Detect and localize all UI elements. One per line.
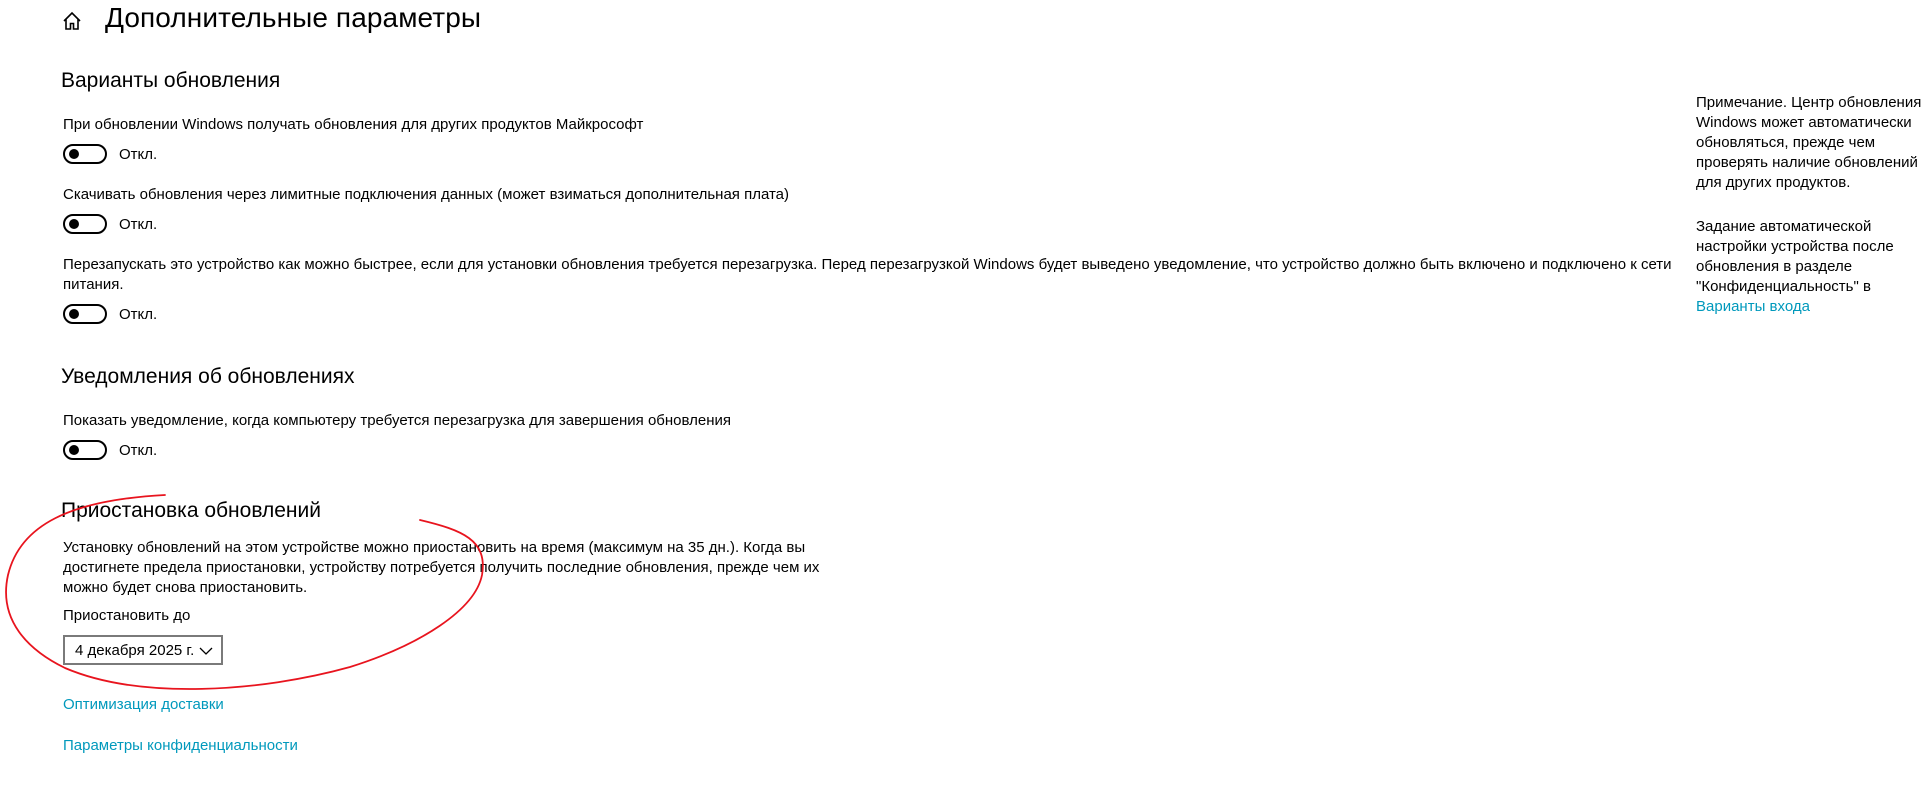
toggle-switch[interactable]: [63, 144, 107, 164]
toggle-metered-connections[interactable]: [63, 214, 157, 234]
toggle-restart-notification[interactable]: [63, 440, 157, 460]
setting-label-restart-notification: Показать уведомление, когда компьютеру требуется перезагрузка для завершения обновления: [63, 412, 732, 429]
section-title-pause-updates: Приостановка обновлений: [61, 499, 321, 522]
toggle-switch[interactable]: [63, 304, 107, 324]
toggle-restart-asap[interactable]: [63, 304, 157, 324]
sidebar-privacy-block: [1696, 217, 1924, 317]
toggle-knob: [69, 219, 79, 229]
toggle-switch[interactable]: [63, 214, 107, 234]
home-icon[interactable]: [60, 9, 84, 33]
toggle-state-label: Откл.: [119, 215, 158, 233]
section-title-update-options: Варианты обновления: [61, 69, 281, 92]
setting-label-other-products: При обновлении Windows получать обновления для других продуктов Майкрософт: [63, 116, 644, 133]
chevron-down-icon: [199, 644, 213, 658]
pause-description: Установку обновлений на этом устройстве можно приостановить на время (максимум на 35 дн.). Когда вы достигнете предела приостановки, устройству потребуется получить последние обновления, прежде чем их можно будет снова приостановить.: [63, 539, 820, 596]
toggle-state-label: Откл.: [119, 441, 158, 459]
delivery-optimization-link[interactable]: Оптимизация доставки: [63, 696, 224, 713]
toggle-switch[interactable]: [63, 440, 107, 460]
sidebar-privacy-text: Задание автоматической настройки устройства после обновления в разделе "Конфиденциальность" в: [1696, 218, 1894, 295]
privacy-settings-link[interactable]: Параметры конфиденциальности: [63, 737, 298, 754]
page-title: Дополнительные параметры: [105, 2, 482, 33]
toggle-knob: [69, 445, 79, 455]
pause-until-label: Приостановить до: [63, 607, 191, 624]
toggle-other-products[interactable]: [63, 144, 157, 164]
toggle-knob: [69, 149, 79, 159]
pause-until-dropdown[interactable]: [63, 635, 223, 665]
sign-in-options-link[interactable]: Варианты входа: [1696, 298, 1810, 315]
section-title-update-notifications: Уведомления об обновлениях: [61, 365, 355, 388]
toggle-knob: [69, 309, 79, 319]
setting-label-metered-connections: Скачивать обновления через лимитные подключения данных (может взиматься дополнительная плата): [63, 186, 790, 203]
sidebar-note: Примечание. Центр обновления Windows может автоматически обновляться, прежде чем проверять наличие обновлений для других продуктов.: [1696, 94, 1922, 191]
toggle-state-label: Откл.: [119, 145, 158, 163]
toggle-state-label: Откл.: [119, 305, 158, 323]
setting-label-restart-asap: Перезапускать это устройство как можно быстрее, если для установки обновления требуется перезагрузка. Перед перезагрузкой Windows будет выведено уведомление, что устройство должно быть включено и подключено к сети питания.: [63, 256, 1672, 293]
pause-until-value: 4 декабря 2025 г.: [75, 641, 195, 659]
